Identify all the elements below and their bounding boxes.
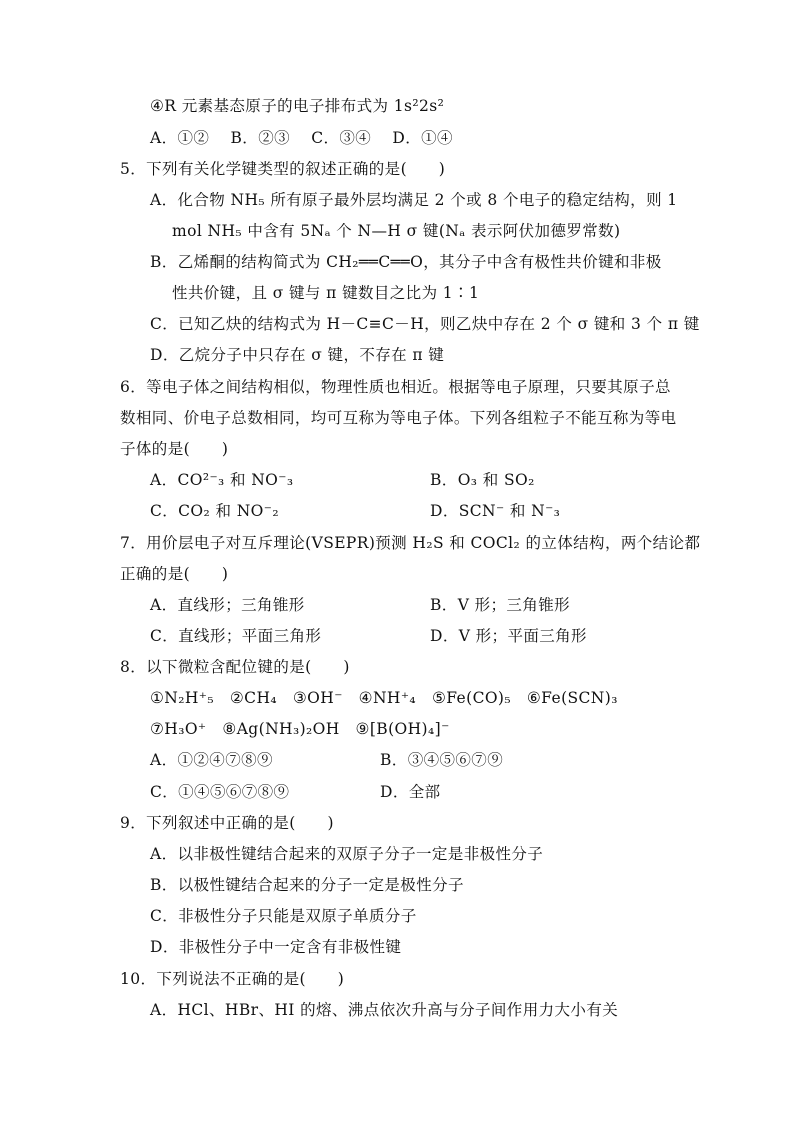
- q6-stem-line3: 子体的是( ): [120, 440, 229, 458]
- q7-stem-line1: 7．用价层电子对互斥理论(VSEPR)预测 H₂S 和 COCl₂ 的立体结构，两个结论都: [120, 534, 701, 552]
- q9-option-d: D．非极性分子中一定含有非极性键: [150, 938, 402, 956]
- q6-option-b: B．O₃ 和 SO₂: [430, 471, 535, 489]
- q6-option-c: C．CO₂ 和 NO⁻₂: [150, 502, 279, 520]
- q4-options: A．①② B．②③ C．③④ D．①④: [150, 129, 453, 147]
- q6-option-a: A．CO²⁻₃ 和 NO⁻₃: [150, 471, 294, 489]
- q5-option-b-line1: B．乙烯酮的结构简式为 CH₂══C══O，其分子中含有极性共价键和非极: [150, 253, 662, 271]
- q5-option-a-line2: mol NH₅ 中含有 5Nₐ 个 N—H σ 键(Nₐ 表示阿伏加德罗常数): [172, 222, 621, 240]
- q6-stem-line1: 6．等电子体之间结构相似，物理性质也相近。根据等电子原理，只要其原子总: [120, 378, 671, 396]
- q8-items-line1: ①N₂H⁺₅ ②CH₄ ③OH⁻ ④NH⁺₄ ⑤Fe(CO)₅ ⑥Fe(SCN)₃: [150, 689, 618, 707]
- q7-option-b: B．V 形；三角锥形: [430, 596, 571, 614]
- q8-option-c: C．①④⑤⑥⑦⑧⑨: [150, 783, 290, 801]
- q4-item-4: ④R 元素基态原子的电子排布式为 1s²2s²: [150, 97, 445, 115]
- q9-option-a: A．以非极性键结合起来的双原子分子一定是非极性分子: [150, 845, 544, 863]
- q5-option-d: D．乙烷分子中只存在 σ 键，不存在 π 键: [150, 346, 445, 364]
- q10-option-a: A．HCl、HBr、HI 的熔、沸点依次升高与分子间作用力大小有关: [150, 1001, 619, 1019]
- q9-option-c: C．非极性分子只能是双原子单质分子: [150, 907, 417, 925]
- q7-option-d: D．V 形；平面三角形: [430, 627, 587, 645]
- q7-option-c: C．直线形；平面三角形: [150, 627, 322, 645]
- q10-stem: 10．下列说法不正确的是( ): [120, 970, 345, 988]
- q7-option-a: A．直线形；三角锥形: [150, 596, 305, 614]
- q8-option-a: A．①②④⑦⑧⑨: [150, 751, 273, 769]
- q7-stem-line2: 正确的是( ): [120, 565, 229, 583]
- q6-stem-line2: 数相同、价电子总数相同，均可互称为等电子体。下列各组粒子不能互称为等电: [120, 409, 677, 427]
- q9-stem: 9．下列叙述中正确的是( ): [120, 814, 334, 832]
- q8-items-line2: ⑦H₃O⁺ ⑧Ag(NH₃)₂OH ⑨[B(OH)₄]⁻: [150, 720, 450, 738]
- q9-option-b: B．以极性键结合起来的分子一定是极性分子: [150, 876, 464, 894]
- q5-option-c: C．已知乙炔的结构式为 H－C≡C－H，则乙炔中存在 2 个 σ 键和 3 个 π 键: [150, 315, 700, 333]
- q5-option-b-line2: 性共价键，且 σ 键与 π 键数目之比为 1∶1: [172, 284, 480, 302]
- q5-stem: 5．下列有关化学键类型的叙述正确的是( ): [120, 160, 446, 178]
- q8-stem: 8．以下微粒含配位键的是( ): [120, 658, 350, 676]
- q8-option-d: D．全部: [380, 783, 441, 801]
- q6-option-d: D．SCN⁻ 和 N⁻₃: [430, 502, 561, 520]
- q5-option-a-line1: A．化合物 NH₅ 所有原子最外层均满足 2 个或 8 个电子的稳定结构，则 1: [150, 191, 678, 209]
- q8-option-b: B．③④⑤⑥⑦⑨: [380, 751, 504, 769]
